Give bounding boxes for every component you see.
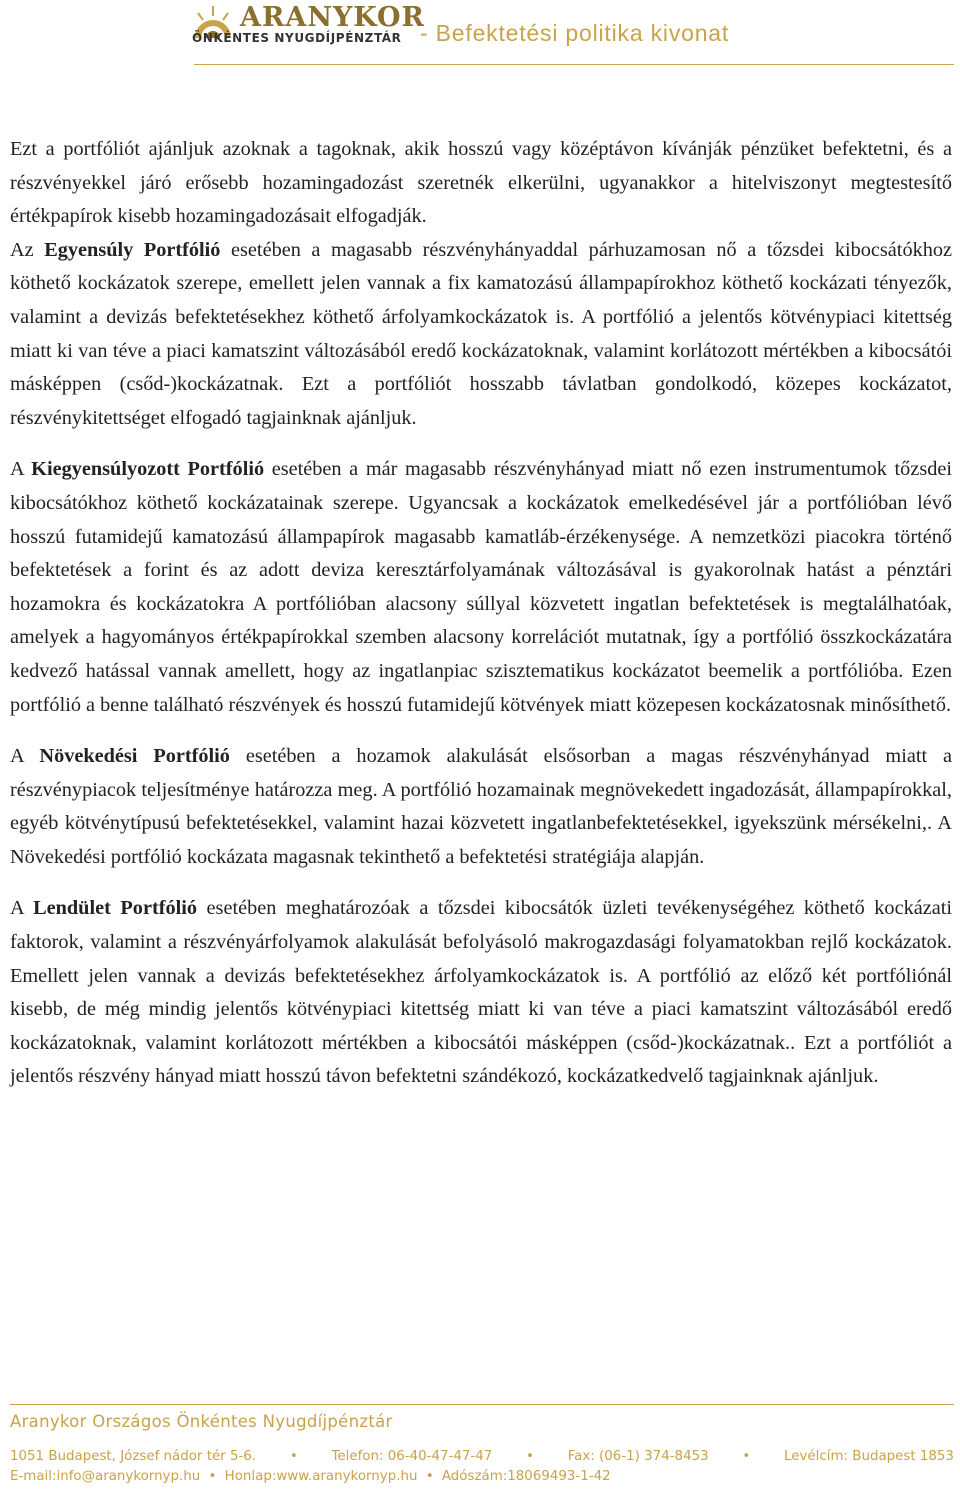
page-footer [10,1412,954,1484]
paragraph-lead: A [10,458,32,481]
portfolio-name-kiegyensulyozott: Kiegyensúlyozott Portfólió [31,458,265,481]
header-divider [194,64,954,65]
paragraph-text: esetében a hozamok alakulását elsősorban a magas részvényhányad miatt a részvénypiacok teljesítménye határozza meg. A portfólió hozamainak megnövekedett ingadozását, állampapírokkal, egyéb kötvénytípusú befektetésekkel, valamint hazai közvetett ingatlanbefektetésekkel, igyekszünk mérsékelni,. A Növekedési portfólió kockázata magasnak tekinthető a befektetési stratégiája alapján. [10,745,952,868]
document-body [10,133,952,1112]
aranykor-logo [192,2,425,48]
footer-separator: • [289,1449,298,1464]
paragraph-lead: Az [10,238,45,261]
footer-contact-line [10,1449,954,1464]
footer-fax: Fax: (06-1) 374-8453 [567,1449,709,1464]
paragraph-lead: A [10,897,34,920]
paragraph-text: esetében a magasabb részvényhányaddal párhuzamosan nő a tőzsdei kibocsátókhoz köthető kockázatok szerepe, emellett jelen vannak a fix kamatozású állampapírokhoz köthető kockázati tényezők, valamint a devizás befektetésekhez köthető árfolyamkockázatok is. A portfólió a jelentős kötvénypiaci kitettség miatt ki van téve a piaci kamatszint változásából eredő kockázatoknak, valamint korlátozott mértékben a kibocsátói másképpen (csőd-)kockázatnak. Ezt a portfóliót hosszabb távlatban gondolkodó, közepes kockázatot, részvénykitettséget elfogadó tagjainknak ajánljuk. [10,238,953,429]
portfolio-name-lendulet: Lendület Portfólió [33,897,197,920]
paragraph-lead: A [10,745,40,768]
footer-web-line [10,1469,954,1484]
paragraph-novekedesi [10,740,952,874]
page-header [192,0,960,60]
paragraph-text: esetében a már magasabb részvényhányad miatt nő ezen instrumentumok tőzsdei kibocsátókhoz köthető kockázatainak szerepe. Ugyancsak a kockázatok emelkedésével jár a portfólióban lévő hosszú futamidejű kamatozású állampapírok magasabb kamatláb-érzékenysége. A nemzetközi piacokra történő befektetések a forint és az adott deviza keresztárfolyamának változásával is gyakorolnak hatást a pénztári hozamokra és kockázatokra A portfólióban alacsony súllyal közvetett ingatlan befektetések is megtalálhatóak, amelyek a hagyományos értékpapírokkal szemben alacsony korrelációt mutatnak, így a portfólió összkockázatára kedvező hatással vannak amellett, hogy az ingatlanpiac szisztematikus kockázatot beemelik a portfólióba. Ezen portfólió a benne található részvények és hosszú futamidejű kötvények miatt közepesen kockázatosnak minősíthető. [10,458,952,716]
footer-separator: • [742,1449,751,1464]
footer-mail-address: Levélcím: Budapest 1853 [784,1449,954,1464]
paragraph-kiegyensulyozott [10,453,952,722]
paragraph-egyensuly [10,234,952,436]
footer-separator: • [526,1449,534,1464]
portfolio-name-egyensuly: Egyensúly Portfólió [44,238,221,261]
footer-separator: • [425,1469,434,1484]
footer-tax-number: Adószám:18069493-1-42 [441,1469,611,1484]
paragraph-text: esetében meghatározóak a tőzsdei kibocsátók üzleti tevékenységéhez köthető kockázati faktorok, valamint a részvényárfolyamok alakulását befolyásoló makrogazdasági folyamatokban rejlő kockázatok. Emellett jelen vannak a devizás befektetésekhez árfolyamkockázatok is. A portfólió az előző két portfóliónál kisebb, de még mindig jelentős kötvénypiaci kitettség miatt ki van téve a piaci kamatszint változásából eredő kockázatoknak, valamint korlátozott mértékben a kibocsátói másképpen (csőd-)kockázatnak.. Ezt a portfóliót a jelentős részvény hányad miatt hosszú távon befektetni szándékozó, kockázatkedvelő tagjainknak ajánljuk. [10,897,952,1088]
document-title: - Befektetési politika kivonat [420,20,730,46]
footer-divider [10,1404,954,1405]
footer-separator: • [208,1469,217,1484]
logo-subtitle: ÖNKÉNTES NYUGDÍJPÉNZTÁR [192,31,402,45]
intro-paragraph: Ezt a portfóliót ajánljuk azoknak a tagoknak, akik hosszú vagy középtávon kívánják pénzüket befektetni, és a részvényekkel járó erősebb hozamingadozást szeretnék elkerülni, ugyanakkor a hitelviszonyt megtestesítő értékpapírok kisebb hozamingadozásait elfogadják. [10,138,952,228]
portfolio-name-novekedesi: Növekedési Portfólió [39,745,230,768]
footer-address: 1051 Budapest, József nádor tér 5-6. [10,1449,257,1464]
footer-phone: Telefon: 06-40-47-47-47 [331,1449,493,1464]
logo-name: ARANYKOR [240,2,425,33]
footer-org-name: Aranykor Országos Önkéntes Nyugdíjpénztár [10,1412,393,1431]
paragraph-lendulet [10,892,952,1094]
footer-email[interactable]: E-mail:info@aranykornyp.hu [10,1469,201,1484]
footer-website[interactable]: Honlap:www.aranykornyp.hu [224,1469,418,1484]
